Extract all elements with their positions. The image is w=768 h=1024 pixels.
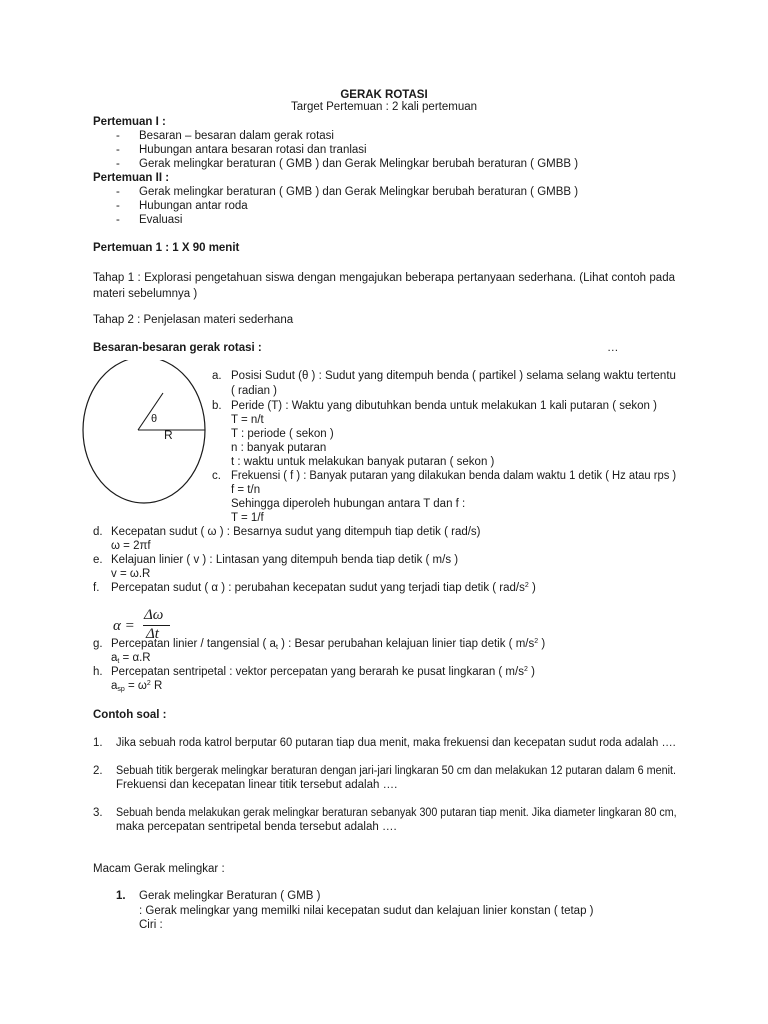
contoh-heading: Contoh soal : [93, 709, 167, 721]
list-item: Gerak melingkar beraturan ( GMB ) dan Gerak Melingkar berubah beraturan ( GMBB ) [139, 186, 579, 198]
pertemuan1-heading: Pertemuan I : [93, 116, 166, 128]
item-h-line: $a_{sp} = \omega^2$ R [111, 680, 163, 693]
item-c-line: Frekuensi ( f ) : Banyak putaran yang dilakukan benda dalam waktu 1 detik ( Hz atau rps ) [231, 470, 677, 482]
besaran-dots: … [607, 342, 619, 354]
list-item: Hubungan antar roda [139, 200, 248, 212]
item-h-marker: h. [93, 666, 103, 678]
item-b-line: n : banyak putaran [231, 442, 327, 454]
tahap2-paragraph: Tahap 2 : Penjelasan materi sederhana [93, 314, 294, 326]
session-title: Pertemuan 1 : 1 X 90 menit [93, 242, 240, 254]
item-g-marker: g. [93, 638, 103, 650]
gmb-number: 1. [116, 890, 126, 902]
item-a-marker: a. [212, 370, 222, 382]
item-d-marker: d. [93, 526, 103, 538]
item-f-marker: f. [93, 582, 100, 594]
soal-line: Frekuensi dan kecepatan linear titik tersebut adalah …. [116, 779, 398, 791]
item-g-line: $a_t = \alpha.R$ [111, 652, 151, 665]
item-c-line: Sehingga diperoleh hubungan antara T dan f : [231, 498, 466, 510]
item-e-marker: e. [93, 554, 103, 566]
soal-number: 1. [93, 737, 103, 749]
item-d-line: Kecepatan sudut ( ω ) : Besarnya sudut yang ditempuh tiap detik ( rad/s) [111, 526, 481, 538]
gmb-ciri: Ciri : [139, 919, 163, 931]
item-b-line: T : periode ( sekon ) [231, 428, 334, 440]
list-item: Evaluasi [139, 214, 183, 226]
bullet: - [116, 186, 120, 198]
item-b-line: t : waktu untuk melakukan banyak putaran ( sekon ) [231, 456, 495, 468]
item-e-line: v = ω.R [111, 568, 151, 580]
gmb-title: Gerak melingkar Beraturan ( GMB ) [139, 890, 321, 902]
circle-outline [83, 360, 205, 503]
circle-diagram [80, 360, 210, 520]
list-item: Gerak melingkar beraturan ( GMB ) dan Gerak Melingkar berubah beraturan ( GMBB ) [139, 158, 579, 170]
theta-label: θ [151, 413, 158, 425]
soal-number: 2. [93, 765, 103, 777]
gmb-definition: : Gerak melingkar yang memilki nilai kecepatan sudut dan kelajuan linier konstan ( tetap ) [139, 905, 594, 917]
item-d-line: ω = 2πf [111, 540, 151, 552]
soal-line: maka percepatan sentripetal benda tersebut adalah …. [116, 821, 397, 833]
tahap1-paragraph: Tahap 1 : Explorasi pengetahuan siswa dengan mengajukan beberapa pertanyaan sederhana. (Lihat contoh pada materi sebelumnya ) [93, 272, 675, 300]
r-label: R [164, 428, 173, 442]
item-a-line: Posisi Sudut (θ ) : Sudut yang ditempuh benda ( partikel ) selama selang waktu tertentu [231, 370, 676, 382]
item-c-marker: c. [212, 470, 221, 482]
formula-numerator: Δω [144, 607, 164, 623]
bullet: - [116, 158, 120, 170]
soal-line: Sebuah titik bergerak melingkar beraturan dengan jari-jari lingkaran 50 cm dan melakukan 12 putaran dalam 6 menit. [116, 765, 677, 777]
bullet: - [116, 130, 120, 142]
item-e-line: Kelajuan linier ( v ) : Lintasan yang ditempuh benda tiap detik ( m/s ) [111, 554, 459, 566]
item-g-line: Percepatan linier / tangensial ( $a_t$ ) : Besar perubahan kelajuan linier tiap detik ( $m/s^2$ ) [111, 638, 546, 651]
besaran-heading: Besaran-besaran gerak rotasi : [93, 342, 262, 354]
item-c-line: T = 1/f [231, 512, 264, 524]
list-item: Hubungan antara besaran rotasi dan tranlasi [139, 144, 367, 156]
item-b-line: T = n/t [231, 414, 264, 426]
item-a-line: ( radian ) [231, 385, 278, 397]
item-h-line: Percepatan sentripetal : vektor percepatan yang berarah ke pusat lingkaran ( $m/s^2$ ) [111, 666, 535, 678]
bullet: - [116, 214, 120, 226]
formula-lhs: α = [113, 618, 135, 634]
item-b-marker: b. [212, 400, 222, 412]
doc-subtitle: Target Pertemuan : 2 kali pertemuan [290, 101, 478, 113]
list-item: Besaran – besaran dalam gerak rotasi [139, 130, 334, 142]
doc-title: GERAK ROTASI [340, 89, 428, 101]
formula-denominator: Δt [146, 626, 159, 642]
pertemuan2-heading: Pertemuan II : [93, 172, 170, 184]
bullet: - [116, 200, 120, 212]
bullet: - [116, 144, 120, 156]
soal-line: Jika sebuah roda katrol berputar 60 putaran tiap dua menit, maka frekuensi dan kecepatan sudut roda adalah …. [116, 737, 676, 749]
item-c-line: f = t/n [231, 484, 261, 496]
item-f-line: Percepatan sudut ( α ) : perubahan kecepatan sudut yang terjadi tiap detik ( rad/$s^2$ ) [111, 582, 536, 594]
soal-number: 3. [93, 807, 103, 819]
soal-line: Sebuah benda melakukan gerak melingkar beraturan sebanyak 300 putaran tiap menit. Jika diameter lingkaran 80 cm, [116, 807, 677, 819]
macam-heading: Macam Gerak melingkar : [93, 863, 225, 875]
item-b-line: Peride (T) : Waktu yang dibutuhkan benda untuk melakukan 1 kali putaran ( sekon ) [231, 400, 657, 412]
